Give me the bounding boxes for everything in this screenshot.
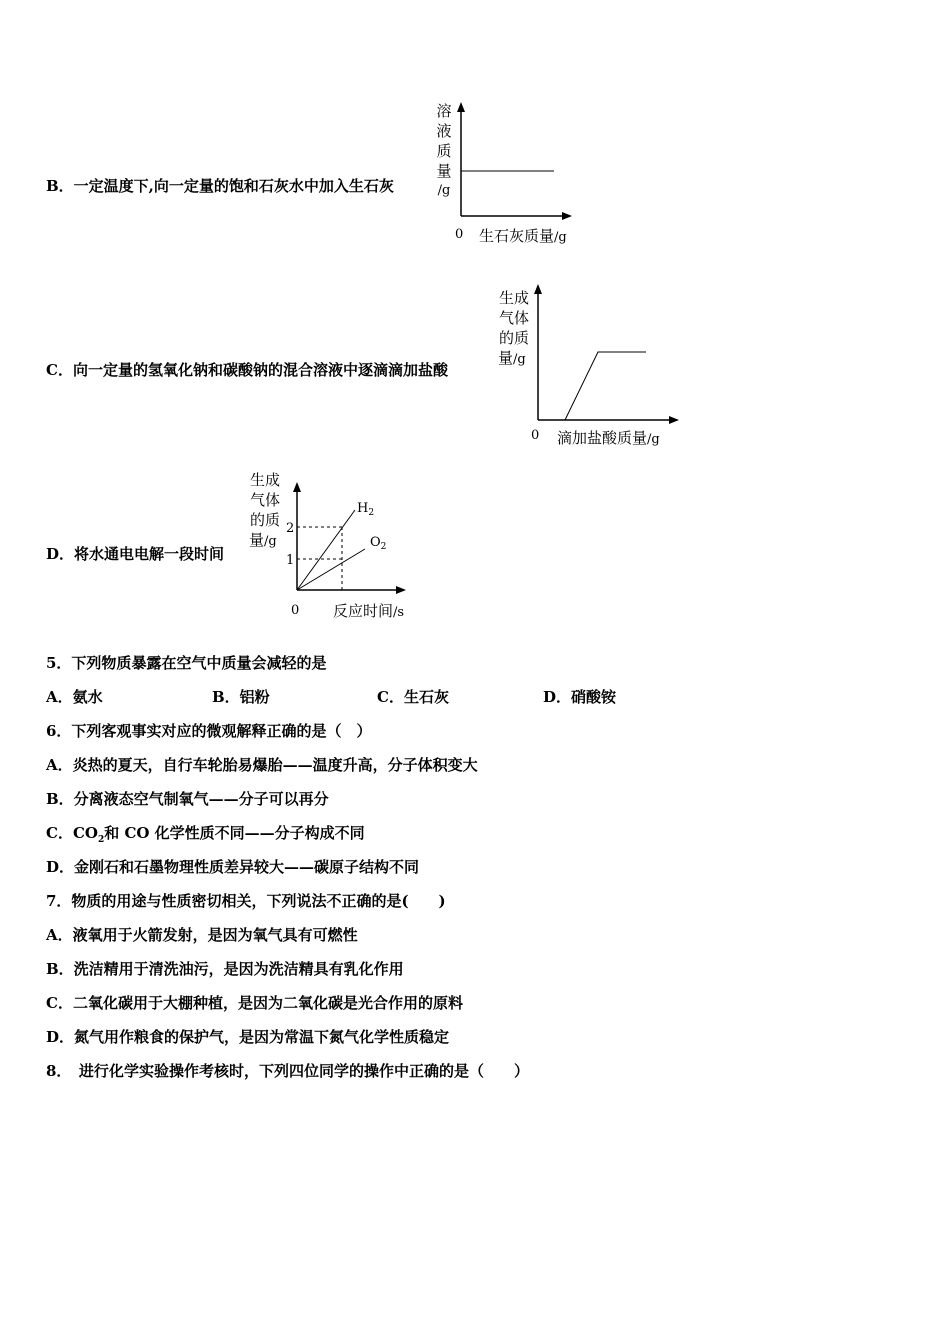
graph-d-origin: 0 — [291, 603, 300, 618]
q6-option-b: B．分离液态空气制氧气——分子可以再分 — [46, 790, 329, 808]
q7-option-b: B．洗洁精用于清洗油污，是因为洗洁精具有乳化作用 — [46, 960, 404, 978]
option-b-text: B．一定温度下,向一定量的饱和石灰水中加入生石灰 — [46, 177, 394, 195]
graph-c-ylabel-line: 气体 — [498, 309, 529, 327]
graph-c-ylabel-line: 生成 — [498, 289, 529, 307]
graph-d-o2-sub: 2 — [380, 542, 387, 552]
q5-option-b: B．铝粉 — [212, 688, 270, 706]
graph-c-ylabel-line: 的质 — [498, 329, 529, 347]
graph-d-ylabel-line: 量 — [249, 531, 265, 549]
graph-d-yunit: /g — [264, 534, 277, 549]
graph-c-xunit: /g — [647, 432, 660, 447]
q6-option-c — [46, 823, 365, 850]
graph-c-yunit: /g — [513, 352, 526, 367]
graph-d-xlabel — [333, 602, 404, 620]
graph-c-ylabel-line: 量 — [498, 349, 514, 367]
option-d-text: D．将水通电电解一段时间 — [46, 545, 225, 563]
graph-d-h2-text: H — [357, 501, 369, 516]
graph-d-ylabel-line: 生成 — [249, 471, 280, 489]
graph-b-xlabel-text: 生石灰质量 — [479, 227, 555, 245]
q7-option-c: C．二氧化碳用于大棚种植，是因为二氧化碳是光合作用的原料 — [46, 994, 463, 1012]
graph-d-h2-line — [297, 510, 355, 590]
graph-d-xlabel-text: 反应时间 — [333, 602, 394, 620]
q8-stem: 8． 进行化学实验操作考核时，下列四位同学的操作中正确的是（ ） — [46, 1062, 529, 1080]
graph-d-tick-1: 1 — [286, 553, 295, 568]
graph-d-o2-label — [370, 535, 386, 552]
graph-d-h2-sub: 2 — [368, 508, 375, 518]
q6-option-c-rest: 和 CO 化学性质不同——分子构成不同 — [104, 824, 365, 842]
q5-option-c: C．生石灰 — [377, 688, 449, 706]
graph-d-x-arrow — [396, 586, 406, 594]
graph-c-origin: 0 — [531, 428, 540, 443]
graph-b-ylabel-line: 溶 — [436, 102, 452, 120]
option-c-text: C．向一定量的氢氧化钠和碳酸钠的混合溶液中逐滴滴加盐酸 — [46, 361, 448, 379]
q5-option-d: D．硝酸铵 — [543, 688, 617, 706]
q7-option-d: D．氮气用作粮食的保护气，是因为常温下氮气化学性质稳定 — [46, 1028, 450, 1046]
q5-option-a: A．氨水 — [46, 688, 103, 706]
q6-option-c-sub: 2 — [97, 835, 105, 845]
graph-b-ylabel-line: 液 — [436, 122, 452, 140]
graph-d-o2-line — [297, 549, 365, 590]
graph-b-xunit: /g — [554, 230, 567, 245]
graph-d-xunit: /s — [393, 605, 405, 620]
graph-d-h2-label — [357, 501, 374, 518]
graph-b-yunit: /g — [437, 183, 451, 198]
q6-option-c-prefix: C．CO — [46, 824, 98, 842]
q7-stem: 7．物质的用途与性质密切相关，下列说法不正确的是( ) — [46, 892, 446, 910]
graph-c-xlabel-text: 滴加盐酸质量 — [557, 429, 648, 447]
q6-option-d: D．金刚石和石墨物理性质差异较大——碳原子结构不同 — [46, 858, 420, 876]
graph-b-ylabel-line: 质 — [436, 142, 452, 160]
graph-d-o2-text: O — [370, 535, 381, 550]
q5-stem: 5．下列物质暴露在空气中质量会减轻的是 — [46, 654, 327, 672]
graph-d-y-arrow — [293, 482, 301, 492]
graph-d-tick-2: 2 — [286, 521, 295, 536]
q7-option-a: A．液氧用于火箭发射，是因为氧气具有可燃性 — [46, 926, 358, 944]
graph-b-ylabel-line: 量 — [436, 162, 452, 180]
graph-d-ylabel-line: 的质 — [249, 511, 280, 529]
q6-stem: 6．下列客观事实对应的微观解释正确的是（ ） — [46, 722, 372, 740]
q6-option-a: A．炎热的夏天，自行车轮胎易爆胎——温度升高，分子体积变大 — [46, 756, 478, 774]
graph-d-ylabel-line: 气体 — [249, 491, 280, 509]
graph-b-origin: 0 — [455, 227, 464, 242]
